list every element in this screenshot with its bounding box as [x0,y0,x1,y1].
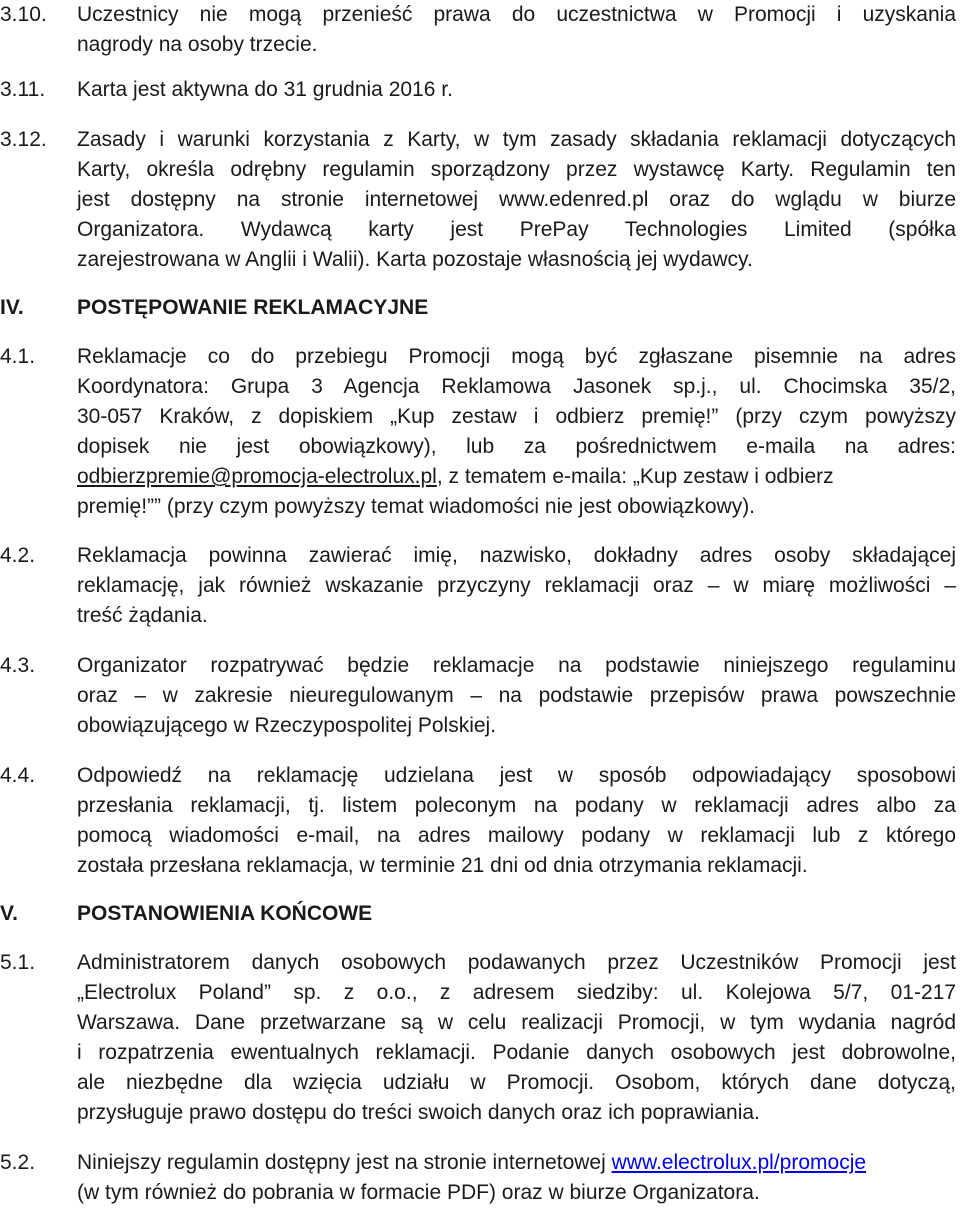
paragraph-line: Karty, określa odrębny regulamin sporządzony przez wystawcę Karty. Regulamin ten [77,158,956,181]
section-number: 3.11. [0,78,46,101]
paragraph-line: Koordynatora: Grupa 3 Agencja Reklamowa Jasonek sp.j., ul. Chocimska 35/2, [77,375,956,398]
section-number: 4.1. [0,345,36,368]
paragraph-line: Administratorem danych osobowych podawanych przez Uczestników Promocji jest [77,951,956,974]
paragraph-line: Reklamacja powinna zawierać imię, nazwisko, dokładny adres osoby składającej [77,544,956,567]
paragraph-line: Karta jest aktywna do 31 grudnia 2016 r. [77,78,453,101]
section-number: 3.12. [0,128,47,151]
paragraph-line: Reklamacje co do przebiegu Promocji mogą być zgłaszane pisemnie na adres [77,345,956,368]
paragraph-line [77,462,956,492]
paragraph-line: została przesłana reklamacja, w terminie 21 dni od dnia otrzymania reklamacji. [77,854,808,877]
paragraph-line: Zasady i warunki korzystania z Karty, w tym zasady składania reklamacji dotyczących [77,128,956,151]
paragraph-line: treść żądania. [77,604,208,627]
paragraph-line: nagrody na osoby trzecie. [77,33,318,56]
paragraph-line: zarejestrowana w Anglii i Walii). Karta pozostaje własnością jej wydawcy. [77,248,753,271]
paragraph-line: przysługuje prawo dostępu do treści swoich danych oraz ich poprawiania. [77,1101,760,1124]
section-number: 5.1. [0,951,36,974]
section-number: 4.2. [0,544,36,567]
email-link[interactable]: odbierzpremie@promocja-electrolux.pl [77,465,437,488]
section-number: 3.10. [0,3,47,26]
section-number: IV. [0,296,24,319]
paragraph-line: i rozpatrzenia ewentualnych reklamacji. Podanie danych osobowych jest dobrowolne, [77,1041,956,1064]
paragraph-line: oraz – w zakresie nieuregulowanym – na podstawie przepisów prawa powszechnie [77,684,956,707]
paragraph-line: dopisek nie jest obowiązkowy), lub za pośrednictwem e-maila na adres: [77,435,956,458]
paragraph-line: pomocą wiadomości e-mail, na adres mailowy podany w reklamacji lub z którego [77,824,956,847]
paragraph-line: jest dostępny na stronie internetowej www.edenred.pl oraz do wglądu w biurze [77,188,956,211]
paragraph-line: „Electrolux Poland” sp. z o.o., z adresem siedziby: ul. Kolejowa 5/7, 01-217 [77,981,956,1004]
paragraph-line: 30-057 Kraków, z dopiskiem „Kup zestaw i odbierz premię!” (przy czym powyższy [77,405,956,428]
section-number: 4.3. [0,654,36,677]
paragraph-line: obowiązującego w Rzeczypospolitej Polskiej. [77,714,497,737]
section-number: 4.4. [0,764,36,787]
section-number: 5.2. [0,1151,36,1174]
website-link[interactable]: www.electrolux.pl/promocje [611,1151,867,1174]
paragraph-line: premię!”” (przy czym powyższy temat wiadomości nie jest obowiązkowy). [77,495,756,518]
paragraph-line: Warszawa. Dane przetwarzane są w celu realizacji Promocji, w tym wydania nagród [77,1011,956,1034]
paragraph-line: reklamację, jak również wskazanie przyczyny reklamacji oraz – w miarę możliwości – [77,574,956,597]
paragraph-line: Organizator rozpatrywać będzie reklamacje na podstawie niniejszego regulaminu [77,654,956,677]
paragraph-line: Organizatora. Wydawcą karty jest PrePay Technologies Limited (spółka [77,218,956,241]
paragraph-text: , z tematem e-maila: „Kup zestaw i odbierz [436,465,834,488]
section-number: V. [0,902,18,925]
paragraph-line: przesłania reklamacji, tj. listem poleconym na podany w reklamacji adres albo za [77,794,956,817]
section-title: POSTANOWIENIA KOŃCOWE [77,902,373,925]
section-title: POSTĘPOWANIE REKLAMACYJNE [77,296,429,319]
paragraph-line: Odpowiedź na reklamację udzielana jest w sposób odpowiadający sposobowi [77,764,956,787]
inline-group [77,462,834,492]
paragraph-line [77,1148,956,1178]
paragraph-line: (w tym również do pobrania w formacie PDF) oraz w biurze Organizatora. [77,1181,760,1204]
paragraph-text: Niniejszy regulamin dostępny jest na stronie internetowej [77,1151,612,1174]
paragraph-line: Uczestnicy nie mogą przenieść prawa do uczestnictwa w Promocji i uzyskania [77,3,956,26]
paragraph-line: ale niezbędne dla wzięcia udziału w Promocji. Osobom, których dane dotyczą, [77,1071,956,1094]
